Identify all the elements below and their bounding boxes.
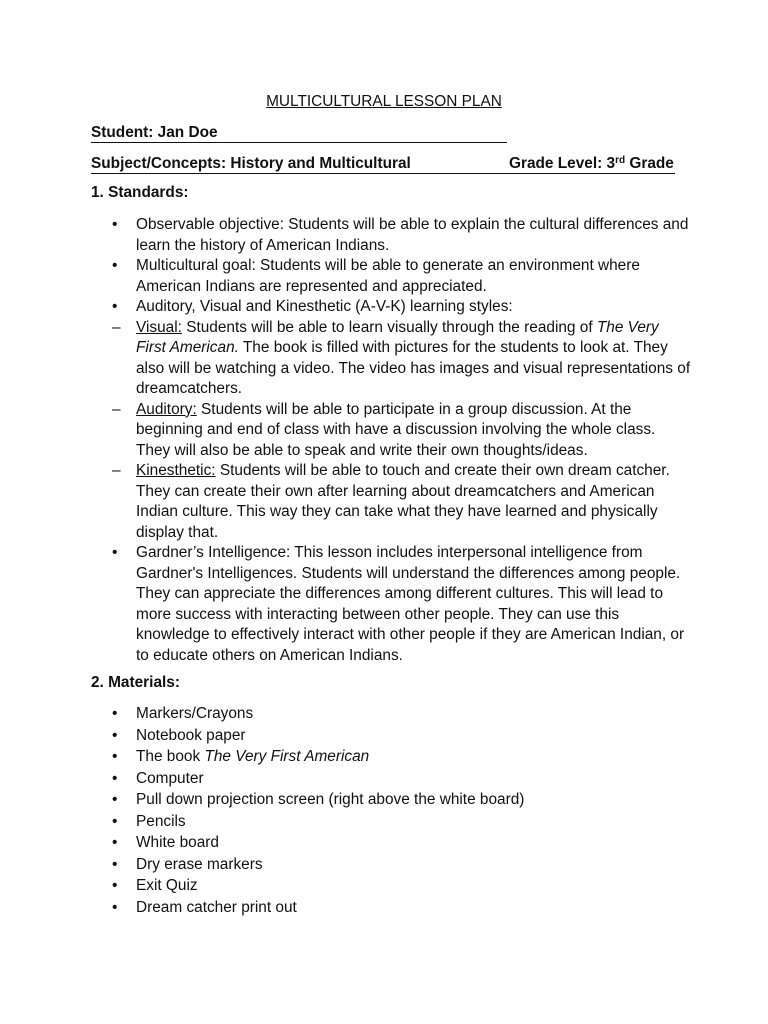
subject-text: Subject/Concepts: History and Multicultural xyxy=(91,155,411,172)
bullet-icon xyxy=(112,811,117,833)
subject-line xyxy=(91,154,675,174)
list-item: • Pencils xyxy=(91,811,691,833)
document-title: MULTICULTURAL LESSON PLAN xyxy=(266,93,502,110)
bullet-icon xyxy=(112,703,117,725)
bullet-icon xyxy=(112,543,117,564)
bullet-icon xyxy=(112,875,117,897)
bullet-icon xyxy=(112,746,117,768)
list-item: • Dry erase markers xyxy=(91,854,691,876)
bullet-icon xyxy=(112,297,117,318)
standards-list xyxy=(91,215,691,666)
list-item-visual: – Visual: Students will be able to learn visually through the reading of The Very First American. The book is filled with pictures for the students to look at. They also will be watching a video. The video has images and visual representations of dreamcatchers. xyxy=(91,318,691,400)
list-item-auditory: – Auditory: Students will be able to participate in a group discussion. At the beginning and end of class with have a discussion involving the whole class. They will also be able to speak and write their own thoughts/ideas. xyxy=(91,400,691,462)
list-item: • Multicultural goal: Students will be able to generate an environment where American Indians are represented and appreciated. xyxy=(91,256,691,297)
list-item: • Gardner’s Intelligence: This lesson includes interpersonal intelligence from Gardner's Intelligences. Students will understand the differences among people. They can appreciate the differences among different cultures. This will lead to more success with interacting between other people. They can use this knowledge to effectively interact with other people if they are American Indian, or to educate others on American Indians. xyxy=(91,543,691,666)
grade-level: Grade Level: 3rd Grade xyxy=(509,155,674,172)
bullet-icon xyxy=(112,897,117,919)
list-item: • Auditory, Visual and Kinesthetic (A-V-K) learning styles: xyxy=(91,297,691,318)
list-item: • Notebook paper xyxy=(91,725,691,747)
bullet-icon xyxy=(112,854,117,876)
list-item: • Dream catcher print out xyxy=(91,897,691,919)
dash-icon xyxy=(112,461,121,482)
list-item: • Pull down projection screen (right above the white board) xyxy=(91,789,691,811)
list-item: • Markers/Crayons xyxy=(91,703,691,725)
standards-heading: 1. Standards: xyxy=(91,184,189,201)
bullet-icon xyxy=(112,215,117,236)
bullet-icon xyxy=(112,256,117,277)
bullet-icon xyxy=(112,768,117,790)
student-line: Student: Jan Doe xyxy=(91,123,507,143)
materials-list xyxy=(91,703,691,918)
dash-icon xyxy=(112,318,121,339)
list-item: • White board xyxy=(91,832,691,854)
bullet-icon xyxy=(112,789,117,811)
list-item: • Exit Quiz xyxy=(91,875,691,897)
list-item: • Computer xyxy=(91,768,691,790)
list-item-kinesthetic: – Kinesthetic: Students will be able to touch and create their own dream catcher. They can create their own after learning about dreamcatchers and American Indian culture. This way they can take what they have learned and physically display that. xyxy=(91,461,691,543)
materials-heading: 2. Materials: xyxy=(91,674,180,691)
bullet-icon xyxy=(112,725,117,747)
dash-icon xyxy=(112,400,121,421)
list-item: • Observable objective: Students will be able to explain the cultural differences and learn the history of American Indians. xyxy=(91,215,691,256)
bullet-icon xyxy=(112,832,117,854)
list-item: • The book The Very First American xyxy=(91,746,691,768)
